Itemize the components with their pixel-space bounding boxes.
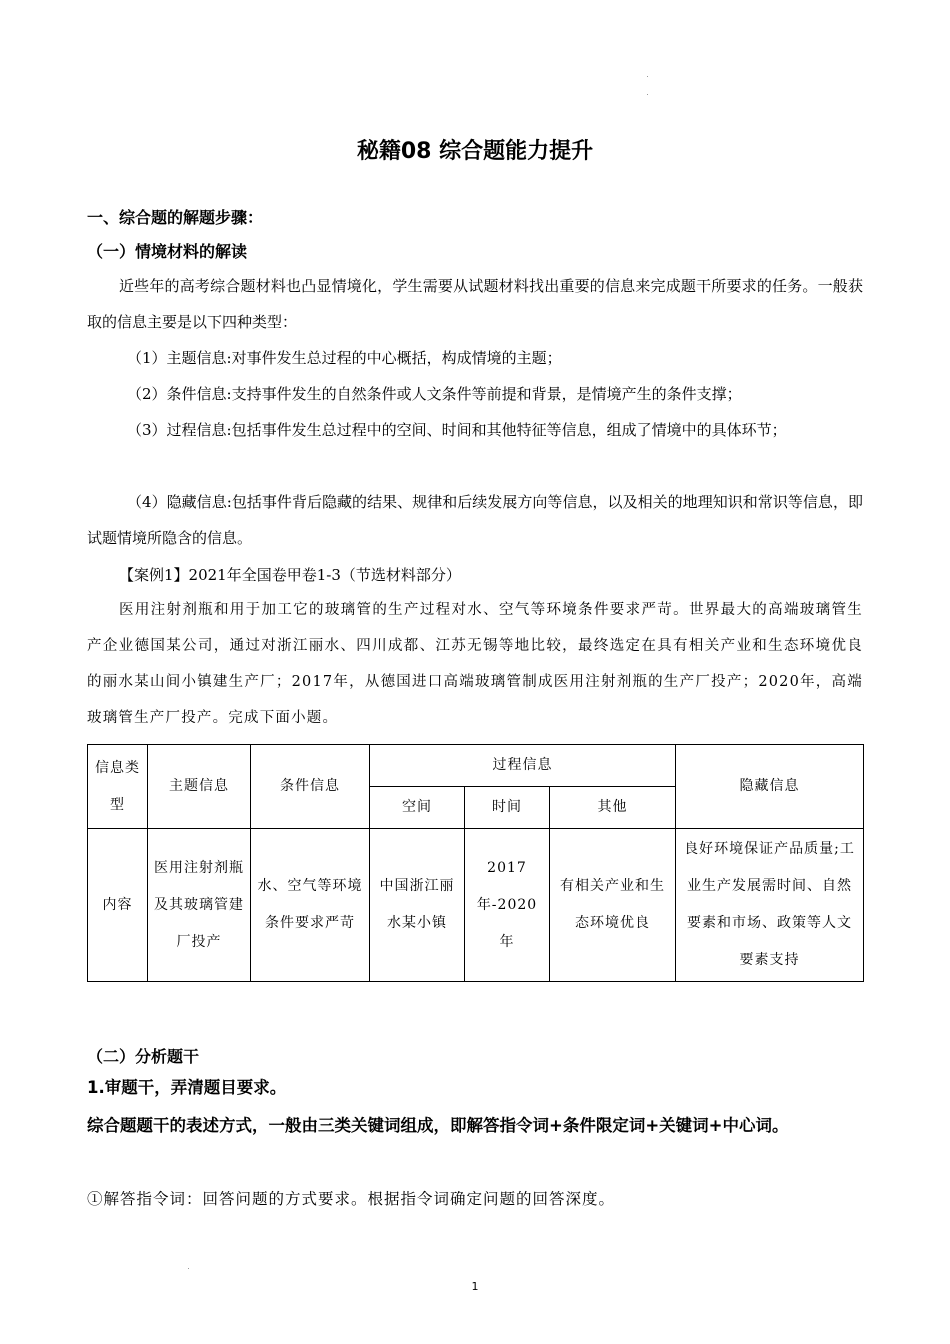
header-type: 信息类型: [88, 745, 148, 829]
cell-hidden: 良好环境保证产品质量;工业生产发展需时间、自然要素和市场、政策等人文要素支持: [676, 829, 864, 982]
header-space: 空间: [370, 787, 465, 829]
row-label: 内容: [88, 829, 148, 982]
subsection-heading: （二）分析题干: [87, 1047, 200, 1066]
info-table: [87, 744, 864, 982]
list-item: （4）隐藏信息:包括事件背后隐藏的结果、规律和后续发展方向等信息，以及相关的地理知识和常识等信息，即试题情境所隐含的信息。: [87, 493, 863, 547]
mark-dot: [647, 76, 648, 77]
point-paragraph: ①解答指令词：回答问题的方式要求。根据指令词确定问题的回答深度。: [87, 1190, 616, 1208]
header-theme: 主题信息: [148, 745, 251, 829]
list-item: （3）过程信息:包括事件发生总过程中的空间、时间和其他特征等信息，组成了情境中的具体环节；: [127, 421, 787, 439]
bold-paragraph: 综合题题干的表述方式，一般由三类关键词组成，即解答指令词+条件限定词+关键词+中心词。: [87, 1116, 789, 1135]
header-hidden: 隐藏信息: [676, 745, 864, 829]
cell-time: 2017年-2020年: [465, 829, 550, 982]
page-number: 1: [471, 1280, 479, 1293]
table-header-row: [88, 745, 864, 787]
case-title: 【案例1】2021年全国卷甲卷1-3（节选材料部分）: [119, 566, 461, 584]
header-time: 时间: [465, 787, 550, 829]
step-heading: 1.审题干，弄清题目要求。: [87, 1078, 287, 1097]
mark-dot: [188, 1268, 189, 1269]
cell-condition: 水、空气等环境条件要求严苛: [251, 829, 370, 982]
case-paragraph: 医用注射剂瓶和用于加工它的玻璃管的生产过程对水、空气等环境条件要求严苛。世界最大的高端玻璃管生产企业德国某公司，通过对浙江丽水、四川成都、江苏无锡等地比较，最终选定在具有相关产业和生态环境优良的丽水某山间小镇建生产厂；2017年，从德国进口高端玻璃管制成医用注射剂瓶的生产厂投产；2020年，高端玻璃管生产厂投产。完成下面小题。: [87, 602, 863, 726]
cell-theme: 医用注射剂瓶及其玻璃管建厂投产: [148, 829, 251, 982]
header-process: 过程信息: [370, 745, 676, 787]
header-other: 其他: [550, 787, 676, 829]
list-item: （1）主题信息:对事件发生总过程的中心概括，构成情境的主题；: [127, 349, 562, 367]
page-title: 秘籍08 综合题能力提升: [356, 139, 594, 164]
table-row: [88, 829, 864, 982]
cell-space: 中国浙江丽水某小镇: [370, 829, 465, 982]
header-condition: 条件信息: [251, 745, 370, 829]
intro-paragraph: 近些年的高考综合题材料也凸显情境化，学生需要从试题材料找出重要的信息来完成题干所要求的任务。一般获取的信息主要是以下四种类型：: [87, 277, 863, 331]
subsection-heading: （一）情境材料的解读: [87, 242, 248, 261]
list-item: （2）条件信息:支持事件发生的自然条件或人文条件等前提和背景，是情境产生的条件支撑；: [127, 385, 742, 403]
section-heading: 一、综合题的解题步骤：: [87, 208, 264, 227]
mark-dot: [647, 94, 648, 95]
cell-other: 有相关产业和生态环境优良: [550, 829, 676, 982]
